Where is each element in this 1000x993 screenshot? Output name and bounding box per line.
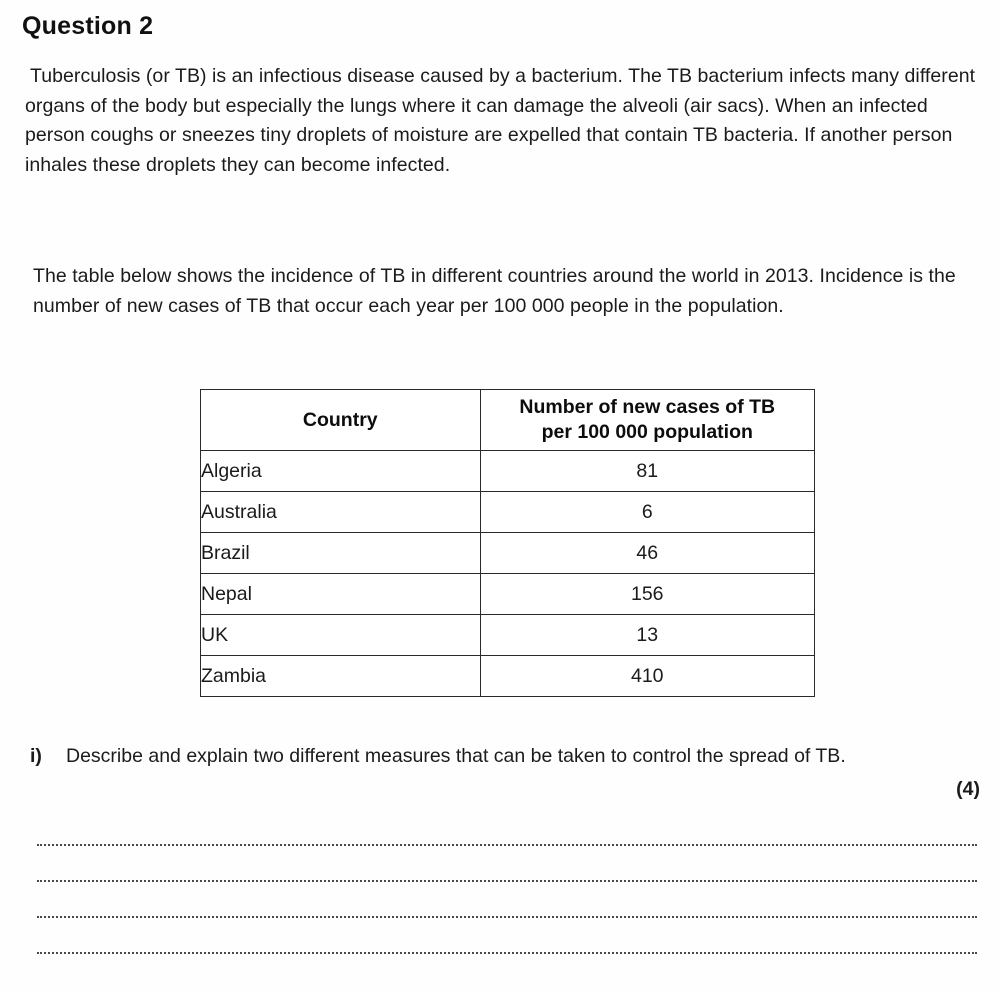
- cell-country: Brazil: [201, 533, 481, 574]
- answer-lines[interactable]: [37, 836, 977, 980]
- column-header-new-cases: [480, 390, 814, 451]
- column-header-new-cases-line1: Number of new cases of TB: [519, 396, 776, 418]
- table-row: [201, 656, 815, 697]
- cell-country: Zambia: [201, 656, 481, 697]
- tb-incidence-table: [200, 389, 815, 697]
- table-row: [201, 533, 815, 574]
- table-row: [201, 451, 815, 492]
- cell-value: 81: [480, 451, 814, 492]
- marks-allocation: (4): [956, 778, 980, 800]
- sub-question-i: [30, 740, 980, 800]
- column-header-country: Country: [201, 390, 481, 451]
- answer-line[interactable]: [37, 836, 977, 872]
- page-title: Question 2: [22, 12, 154, 40]
- intro-paragraph: Tuberculosis (or TB) is an infectious disease caused by a bacterium. The TB bacterium infects many different organs of the body but especially the lungs where it can damage the alveoli (air sacs). When an infected person coughs or sneezes tiny droplets of moisture are expelled that contain TB bacteria. If another person inhales these droplets they can become infected.: [25, 65, 976, 176]
- table-row: [201, 615, 815, 656]
- cell-value: 6: [480, 492, 814, 533]
- answer-line[interactable]: [37, 908, 977, 944]
- cell-value: 156: [480, 574, 814, 615]
- sub-question-text: Describe and explain two different measures that can be taken to control the spread of TB.: [66, 745, 846, 767]
- cell-value: 46: [480, 533, 814, 574]
- cell-country: Nepal: [201, 574, 481, 615]
- table-intro-paragraph: The table below shows the incidence of TB in different countries around the world in 2013. Incidence is the number of new cases of TB that occur each year per 100 000 people in the population.: [33, 265, 956, 317]
- cell-value: 13: [480, 615, 814, 656]
- table-row: [201, 574, 815, 615]
- cell-country: Australia: [201, 492, 481, 533]
- cell-country: Algeria: [201, 451, 481, 492]
- answer-line[interactable]: [37, 944, 977, 980]
- table-header-row: [201, 390, 815, 451]
- cell-value: 410: [480, 656, 814, 697]
- column-header-new-cases-line2: per 100 000 population: [541, 421, 753, 443]
- answer-line[interactable]: [37, 872, 977, 908]
- table-row: [201, 492, 815, 533]
- cell-country: UK: [201, 615, 481, 656]
- sub-question-label: i): [30, 745, 42, 767]
